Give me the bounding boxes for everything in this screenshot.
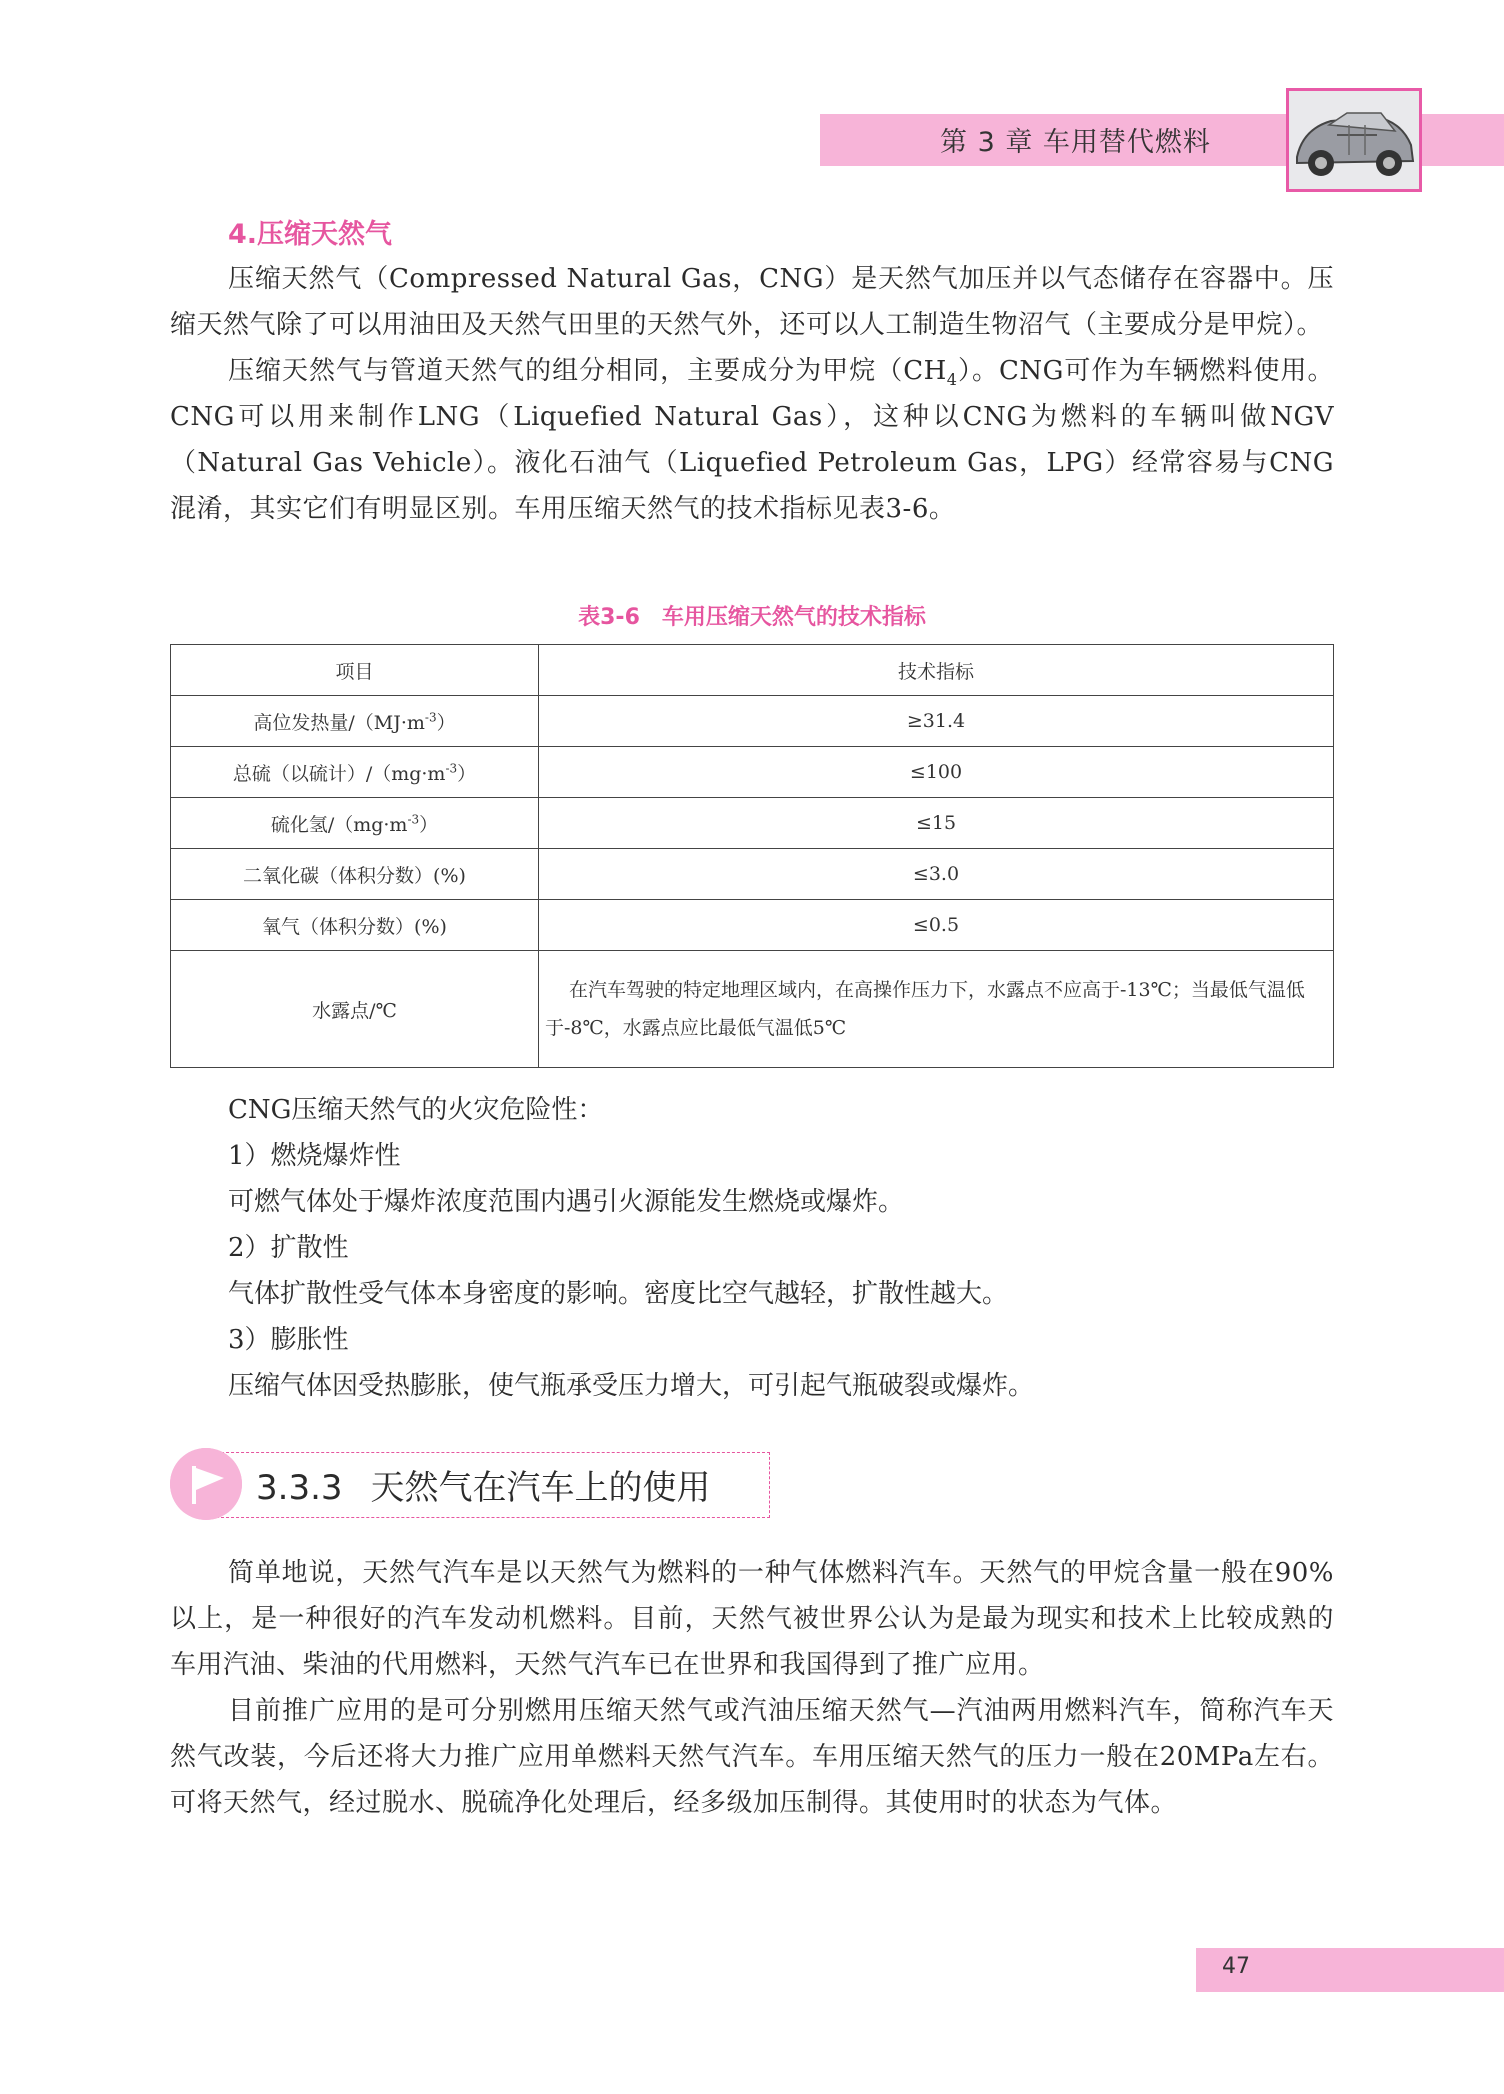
table-cell-spec: ≤15 (539, 798, 1334, 849)
spec-table (170, 644, 1334, 1068)
table-header-row (171, 645, 1334, 696)
hazard-text: 气体扩散性受气体本身密度的影响。密度比空气越轻，扩散性越大。 (228, 1279, 1009, 1309)
table-cell-spec: ≥31.4 (539, 696, 1334, 747)
flag-badge-icon (170, 1448, 242, 1520)
subscript: 4 (946, 370, 958, 390)
car-icon (1289, 91, 1419, 189)
cell-text: ） (436, 711, 456, 734)
table-row (171, 951, 1334, 1068)
hazard-title: 1）燃烧爆炸性 (228, 1141, 401, 1171)
paragraph-ngv-intro: 简单地说，天然气汽车是以天然气为燃料的一种气体燃料汽车。天然气的甲烷含量一般在90%以上，是一种很好的汽车发动机燃料。目前，天然气被世界公认为是最为现实和技术上比较成熟的车用汽油、柴油的代用燃料，天然气汽车已在世界和我国得到了推广应用。 (170, 1558, 1334, 1680)
table-row (171, 849, 1334, 900)
cell-text: 高位发热量/（MJ·m (253, 711, 425, 734)
cell-text: ） (457, 762, 477, 785)
hazards-intro: CNG压缩天然气的火灾危险性： (228, 1095, 604, 1125)
table-cell-item (171, 798, 539, 849)
cell-text: 总硫（以硫计）/（mg·m (232, 762, 446, 785)
section-title (256, 1460, 711, 1509)
hazard-text: 可燃气体处于爆炸浓度范围内遇引火源能发生燃烧或爆炸。 (228, 1187, 905, 1217)
section-title-text: 天然气在汽车上的使用 (370, 1468, 711, 1508)
hazard-title: 2）扩散性 (228, 1233, 349, 1263)
paragraph-part: ）。CNG可作为车辆燃料使用。CNG可以用来制作LNG（Liquefied Natural Gas），这种以CNG为燃料的车辆叫做NGV（Natural Gas Vehicle）。液化石油气（Liquefied Petroleum Gas，LPG）经常容易与CNG混淆，其实它们有明显区别。车用压缩天然气的技术指标见表3-6。 (170, 356, 1334, 524)
table-row (171, 900, 1334, 951)
table-cell-item (171, 696, 539, 747)
table-cell-item: 水露点/℃ (171, 951, 539, 1068)
section333-body (170, 1550, 1334, 1826)
section4-body (170, 256, 1334, 532)
table-row (171, 696, 1334, 747)
paragraph-cng-definition: 压缩天然气（Compressed Natural Gas，CNG）是天然气加压并以气态储存在容器中。压缩天然气除了可以用油田及天然气田里的天然气外，还可以人工制造生物沼气（主要成分是甲烷）。 (170, 264, 1334, 340)
superscript: -3 (407, 812, 420, 827)
table-caption: 表3-6 车用压缩天然气的技术指标 (578, 605, 926, 630)
paragraph-cng-composition (170, 348, 1334, 532)
cell-text: 硫化氢/（mg·m (270, 813, 408, 836)
superscript: -3 (424, 710, 437, 725)
table-cell-spec: 在汽车驾驶的特定地理区域内，在高操作压力下，水露点不应高于-13℃；当最低气温低于-8℃，水露点应比最低气温低5℃ (539, 951, 1334, 1068)
superscript: -3 (445, 761, 458, 776)
page-number: 47 (1222, 1954, 1250, 1979)
table-row (171, 747, 1334, 798)
hazard-title: 3）膨胀性 (228, 1325, 349, 1355)
paragraph-ngv-application: 目前推广应用的是可分别燃用压缩天然气或汽油压缩天然气—汽油两用燃料汽车，简称汽车天然气改装，今后还将大力推广应用单燃料天然气汽车。车用压缩天然气的压力一般在20MPa左右。可将天然气，经过脱水、脱硫净化处理后，经多级加压制得。其使用时的状态为气体。 (170, 1696, 1334, 1818)
column-header-spec: 技术指标 (539, 645, 1334, 696)
table-cell-spec: ≤3.0 (539, 849, 1334, 900)
table-row (171, 798, 1334, 849)
table-cell-item: 氧气（体积分数）(%) (171, 900, 539, 951)
flag-icon (170, 1448, 242, 1520)
subsection-heading: 4.压缩天然气 (228, 219, 393, 250)
paragraph-part: 压缩天然气与管道天然气的组分相同，主要成分为甲烷（CH (228, 356, 947, 386)
hazard-text: 压缩气体因受热膨胀，使气瓶承受压力增大，可引起气瓶破裂或爆炸。 (228, 1371, 1035, 1401)
car-chassis-image (1286, 88, 1422, 192)
table-cell-spec: ≤100 (539, 747, 1334, 798)
cell-text: ） (419, 813, 439, 836)
section-number: 3.3.3 (256, 1468, 343, 1508)
column-header-item: 项目 (171, 645, 539, 696)
table-cell-item (171, 747, 539, 798)
table-cell-spec: ≤0.5 (539, 900, 1334, 951)
table-cell-item: 二氧化碳（体积分数）(%) (171, 849, 539, 900)
hazards-list (170, 1087, 1334, 1409)
chapter-title: 第 3 章 车用替代燃料 (940, 127, 1211, 158)
